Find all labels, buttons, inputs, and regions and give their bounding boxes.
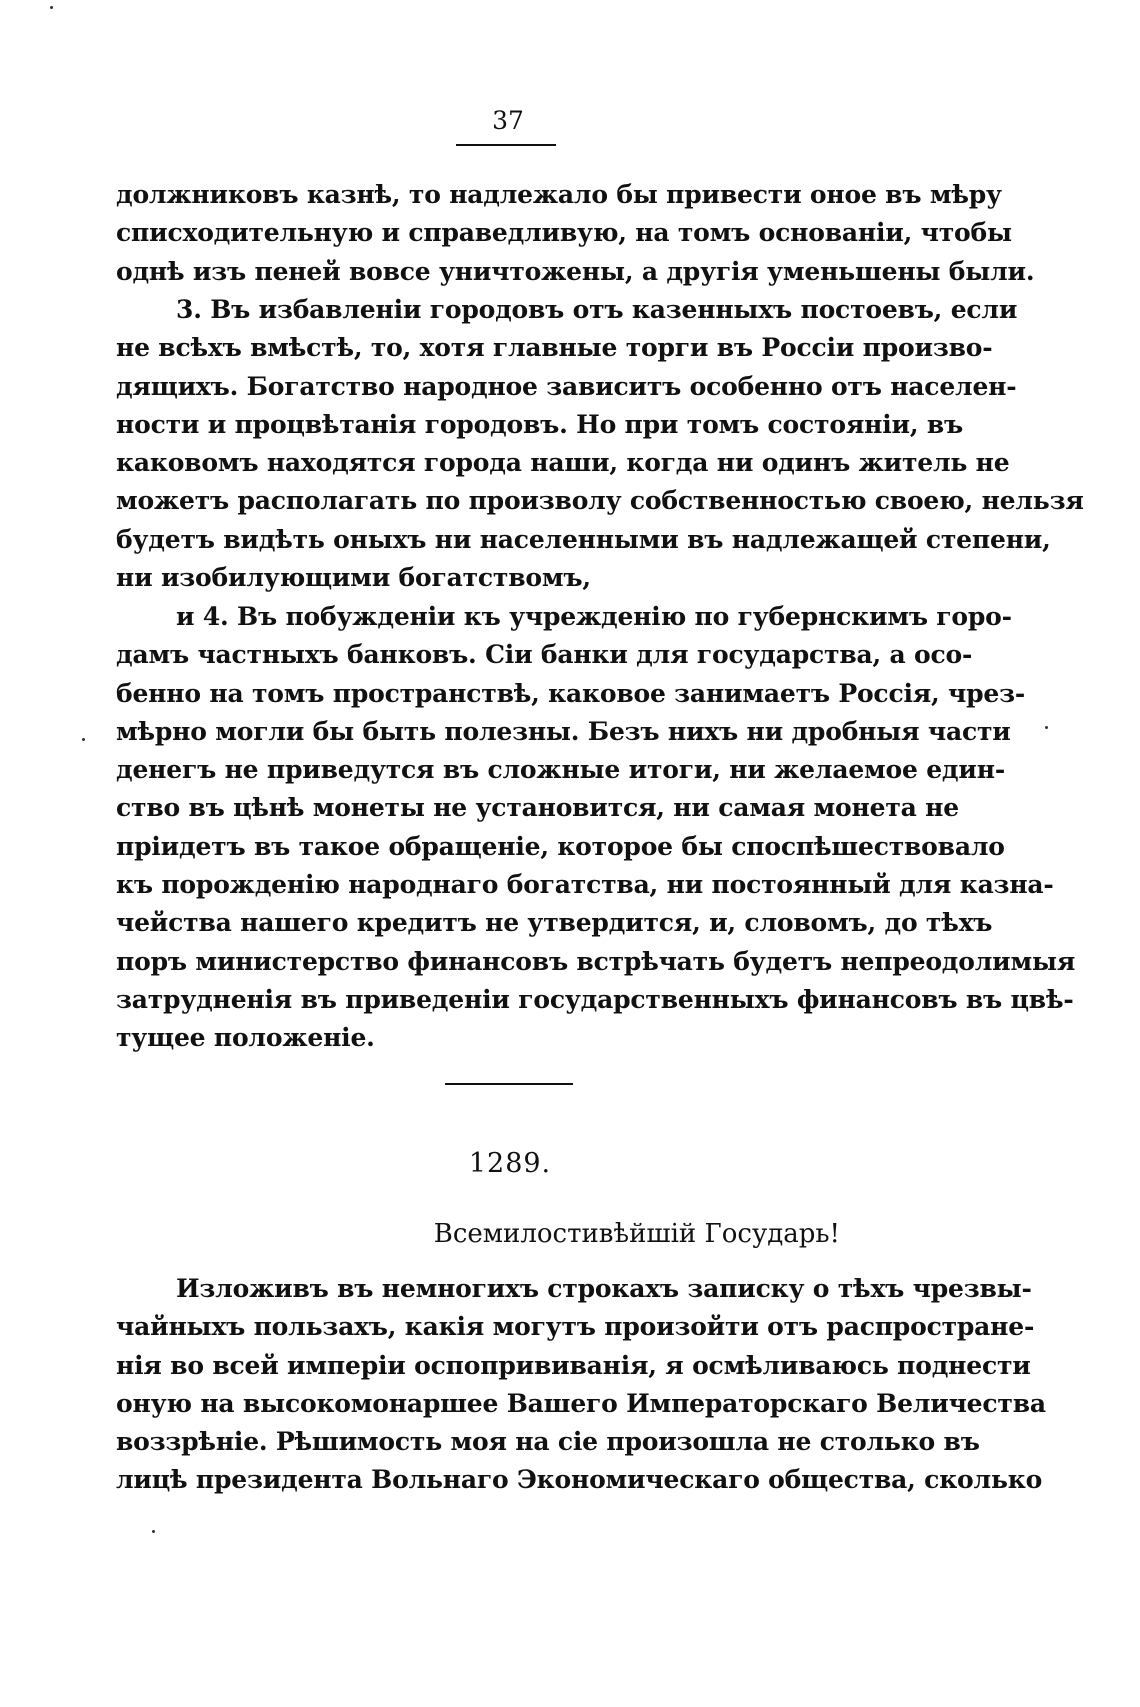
text-line: денегъ не приведутся въ сложные итоги, ни желаемое един-	[116, 755, 1006, 785]
scan-speck	[152, 1530, 155, 1533]
scan-speck	[82, 738, 85, 741]
page-number: 37	[492, 106, 524, 135]
text-line: ности и процвѣтанія городовъ. Но при томъ состояніи, въ	[116, 409, 963, 439]
text-line: и 4. Въ побужденіи къ учрежденію по губернскимъ горо-	[176, 602, 1012, 631]
paragraph-item-3	[116, 291, 1084, 597]
text-line: оную на высокомонаршее Вашего Императорскаго Величества	[116, 1388, 1046, 1418]
text-line: будетъ видѣть оныхъ ни населенными въ надлежащей степени,	[116, 524, 1051, 554]
text-line: затрудненія въ приведеніи государственныхъ финансовъ въ цвѣ-	[116, 984, 1074, 1014]
text-line: однѣ изъ пеней вовсе уничтожены, а другія уменьшены были.	[116, 256, 1035, 286]
text-line: мѣрно могли бы быть полезны. Безъ нихъ ни дробныя части	[116, 716, 1011, 746]
text-line: дамъ частныхъ банковъ. Сіи банки для государства, а осо-	[116, 640, 973, 670]
text-line: должниковъ казнѣ, то надлежало бы привести оное въ мѣру	[116, 180, 1002, 209]
text-line: къ порожденію народнаго богатства, ни постоянный для казна-	[116, 870, 1054, 900]
paragraph-item-4	[116, 598, 1076, 1058]
text-line: можетъ располагать по произволу собственностью своею, нельзя	[116, 486, 1084, 516]
text-line: нія во всей имперіи оспопрививанія, я осмѣливаюсь поднести	[116, 1350, 1031, 1380]
text-line: 3. Въ избавленіи городовъ отъ казенныхъ постоевъ, если	[176, 295, 1018, 324]
letter-paragraph	[116, 1270, 1046, 1500]
text-line: ни изобилующими богатствомъ,	[116, 563, 591, 593]
text-line: не всѣхъ вмѣстѣ, то, хотя главные торги въ Россіи произво-	[116, 333, 993, 363]
text-line: чайныхъ пользахъ, какія могутъ произойти отъ распростране-	[116, 1312, 1035, 1342]
scan-speck	[50, 6, 53, 9]
text-line: поръ министерство финансовъ встрѣчать будетъ непреодолимыя	[116, 946, 1076, 976]
page-number-underline	[456, 144, 556, 146]
text-line: каковомъ находятся города наши, когда ни одинъ житель не	[116, 448, 1010, 478]
text-line: бенно на томъ пространствѣ, каковое занимаетъ Россія, чрез-	[116, 678, 1026, 708]
text-line: списходительную и справедливую, на томъ основаніи, чтобы	[116, 218, 1012, 248]
text-line: пріидетъ въ такое обращеніе, которое бы споспѣшествовало	[116, 831, 1005, 861]
text-line: лицѣ президента Вольнаго Экономическаго общества, сколько	[116, 1465, 1043, 1495]
salutation: Всемилостивѣйшій Государь!	[433, 1219, 840, 1249]
document-number: 1289.	[468, 1148, 552, 1179]
text-line: Изложивъ въ немногихъ строкахъ записку о тѣхъ чрезвы-	[176, 1274, 1032, 1303]
text-line: чейства нашего кредитъ не утвердится, и, словомъ, до тѣхъ	[116, 908, 993, 938]
text-line: дящихъ. Богатство народное зависитъ особенно отъ населен-	[116, 371, 1017, 401]
paragraph-continuation	[116, 176, 1035, 291]
scan-speck	[1045, 726, 1048, 729]
section-divider	[445, 1083, 573, 1085]
text-line: тущее положеніе.	[116, 1023, 375, 1053]
text-line: ство въ цѣнѣ монеты не установится, ни самая монета не	[116, 793, 959, 823]
text-line: воззрѣніе. Рѣшимость моя на сіе произошла не столько въ	[116, 1427, 980, 1457]
